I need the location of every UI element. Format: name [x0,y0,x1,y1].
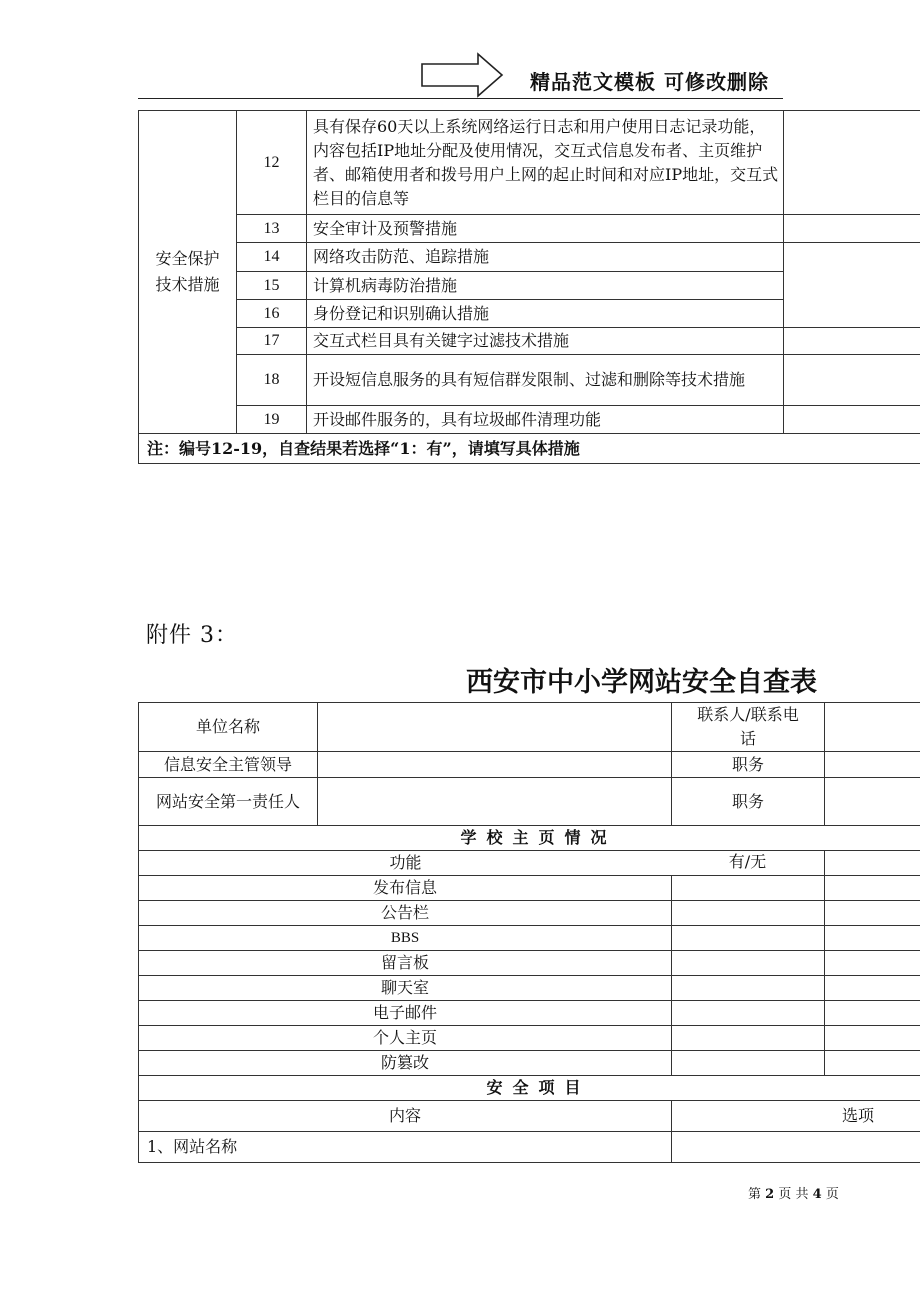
item-label: 1、网站名称 [139,1132,672,1163]
table-row [139,926,920,951]
responsible-label-text: 网站安全第一责任人 [155,791,300,811]
table-row [139,215,920,243]
table-row [139,111,920,215]
header-rule [138,98,783,99]
function-item: BBS [139,926,672,951]
row-number: 12 [237,111,307,215]
has-field-extra[interactable] [825,1001,920,1026]
has-header [825,851,920,876]
current-page: 2 [765,1187,775,1202]
table-row [139,951,920,976]
footer-prefix: 第 [748,1187,762,1202]
homepage-section-heading: 学校主页情况 [139,826,920,851]
table-row [139,752,920,778]
function-item: 聊天室 [139,976,672,1001]
function-header-text: 功能 [389,853,422,872]
page-footer [748,1183,839,1202]
row-number: 18 [237,355,307,406]
table-row [139,778,920,826]
has-field-extra[interactable] [825,1051,920,1076]
has-field[interactable] [672,1026,825,1051]
row-number: 13 [237,215,307,243]
row-text: 计算机病毒防治措施 [307,272,784,300]
has-field-extra[interactable] [825,876,920,901]
has-header-text: 有/无 [728,852,767,871]
table-row [139,1001,920,1026]
table-row [139,406,920,434]
security-section-heading: 安全项目 [139,1076,920,1101]
row-text: 网络攻击防范、追踪措施 [307,243,784,272]
table-row [139,328,920,355]
item-option-field[interactable] [672,1132,920,1163]
row-text: 安全审计及预警措施 [307,215,784,243]
function-item: 防篡改 [139,1051,672,1076]
responsible-label [139,778,318,826]
table-row [139,434,920,464]
footer-middle: 页 共 [778,1187,809,1202]
has-field[interactable] [672,1001,825,1026]
arrow-icon [420,52,504,98]
has-field[interactable] [672,976,825,1001]
contact-label [672,703,825,752]
has-field-extra[interactable] [825,901,920,926]
table-row [139,826,920,851]
duty-field[interactable] [825,752,920,778]
has-field-extra[interactable] [825,1026,920,1051]
category-label: 安全保护技术措施 [155,249,220,294]
unit-name-label: 单位名称 [139,703,318,752]
responsible-field[interactable] [318,778,672,826]
has-field-extra[interactable] [825,951,920,976]
self-check-form [138,702,920,1163]
result-cell[interactable] [784,406,920,434]
function-item: 发布信息 [139,876,672,901]
checklist-table [138,110,920,464]
result-cell[interactable] [784,215,920,243]
table-row [139,901,920,926]
row-text: 开设邮件服务的，具有垃圾邮件清理功能 [307,406,784,434]
result-cell[interactable] [784,355,920,406]
result-cell[interactable] [784,243,920,328]
function-item: 留言板 [139,951,672,976]
has-field[interactable] [672,951,825,976]
has-field[interactable] [672,926,825,951]
header-text: 精品范文模板 可修改删除 [530,70,769,94]
option-header-text: 选项 [842,1106,875,1125]
row-number: 14 [237,243,307,272]
function-item: 公告栏 [139,901,672,926]
table-row [139,1051,920,1076]
has-field[interactable] [672,1051,825,1076]
row-number: 19 [237,406,307,434]
table-row [139,976,920,1001]
function-item: 个人主页 [139,1026,672,1051]
form-title: 西安市中小学网站安全自查表 [466,667,817,698]
duty-label: 职务 [672,752,825,778]
footer-suffix: 页 [825,1187,839,1202]
unit-name-field[interactable] [318,703,672,752]
table-row [139,876,920,901]
table-row [139,355,920,406]
duty-field[interactable] [825,778,920,826]
duty-label: 职务 [672,778,825,826]
table-row [139,1026,920,1051]
function-item: 电子邮件 [139,1001,672,1026]
table-row [139,1101,920,1132]
leader-field[interactable] [318,752,672,778]
row-text: 开设短信息服务的具有短信群发限制、过滤和删除等技术措施 [307,355,784,406]
row-text: 身份登记和识别确认措施 [307,300,784,328]
total-pages: 4 [812,1187,822,1202]
content-header: 内容 [139,1101,672,1132]
result-cell[interactable] [784,328,920,355]
contact-label-text: 联系人/联系电话 [697,705,799,748]
result-cell[interactable] [784,111,920,215]
row-number: 17 [237,328,307,355]
row-number: 16 [237,300,307,328]
has-field[interactable] [672,876,825,901]
row-text: 交互式栏目具有关键字过滤技术措施 [307,328,784,355]
option-header [672,1101,920,1132]
contact-field[interactable] [825,703,920,752]
table-row [139,243,920,272]
row-text: 具有保存60天以上系统网络运行日志和用户使用日志记录功能，内容包括IP地址分配及使用情况，交互式信息发布者、主页维护者、邮箱使用者和拨号用户上网的起止时间和对应IP地址，交互式栏目的信息等 [307,111,784,215]
table-row [139,1132,920,1163]
leader-label: 信息安全主管领导 [139,752,318,778]
table-row [139,703,920,752]
row-number: 15 [237,272,307,300]
has-field[interactable] [672,901,825,926]
note-text: 注：编号12-19，自查结果若选择“1：有”，请填写具体措施 [139,434,920,464]
table-row [139,1076,920,1101]
attachment-label: 附件 3： [146,623,238,648]
has-field-extra[interactable] [825,926,920,951]
has-field-extra[interactable] [825,976,920,1001]
category-cell [139,111,237,434]
